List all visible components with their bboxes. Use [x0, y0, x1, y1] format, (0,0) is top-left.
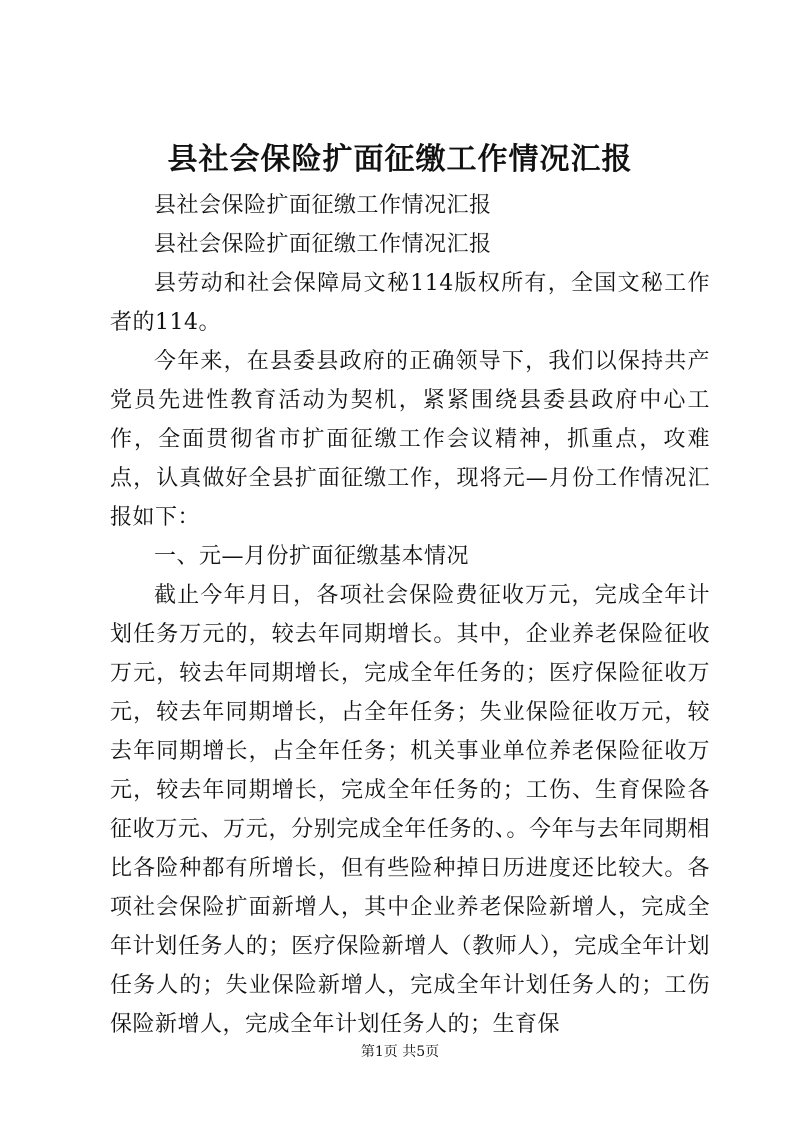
page-footer: 第1页 共5页: [360, 1044, 440, 1060]
paragraph-statistics: 截止今年月日，各项社会保险费征收万元，完成全年计划任务万元的，较去年同期增长。其中，企业养老保险征收万元，较去年同期增长，完成全年任务的；医疗保险征收万元，较去年同期增长，占全年任务；失业保险征收万元，较去年同期增长，占全年任务；机关事业单位养老保险征收万元，较去年同期增长，完成全年任务的；工伤、生育保险各征收万元、万元，分别完成全年任务的、。今年与去年同期相比各险种都有所增长，但有些险种掉日历进度还比较大。各项社会保险扩面新增人，其中企业养老保险新增人，完成全年计划任务人的；医疗保险新增人（教师人），完成全年计划任务人的；失业保险新增人，完成全年计划任务人的；工伤保险新增人，完成全年计划任务人的；生育保: [110, 583, 710, 1037]
document-body: [110, 186, 710, 1044]
section-heading: 一、元—月份扩面征缴基本情况: [154, 544, 470, 569]
paragraph-intro: 今年来，在县委县政府的正确领导下，我们以保持共产党员先进性教育活动为契机，紧紧围绕县委县政府中心工作，全面贯彻省市扩面征缴工作会议精神，抓重点，攻难点，认真做好全县扩面征缴工作，现将元—月份工作情况汇报如下：: [110, 349, 710, 530]
paragraph-copyright: 县劳动和社会保障局文秘114版权所有，全国文秘工作者的114。: [110, 271, 710, 335]
paragraph-subtitle-1: 县社会保险扩面征缴工作情况汇报: [154, 193, 492, 218]
document-title: 县社会保险扩面征缴工作情况汇报: [167, 142, 633, 177]
paragraph-subtitle-2: 县社会保险扩面征缴工作情况汇报: [154, 232, 492, 257]
